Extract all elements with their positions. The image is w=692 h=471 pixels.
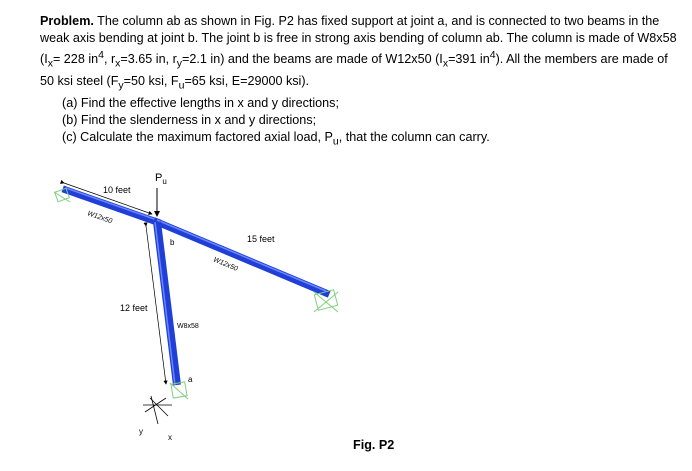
dim-15ft-label: 15 feet	[247, 234, 275, 244]
problem-paragraph: Problem. The column ab as shown in Fig. P2 has fixed support at joint a, and is connected to two beams in the weak axis bending at joint b. The joint b is free in strong axis bending of column ab. The column is made of W8x58 ($I_x= 228$ $in^4$, $r_x=3.65$ in, $r_y=2.1$ in) and the beams are made of W12x50 ($I_x=391$ $in^4$). All the members are made of 50 ksi steel ($F_y=50$ ksi, $F_u=65$ ksi, E=29000 ksi).	[40, 14, 677, 92]
beam-left-section-label: W12x50	[86, 210, 113, 226]
load-label: $P_u$	[155, 172, 167, 186]
dim-12ft-label: 12 feet	[120, 303, 148, 313]
dim-10ft-label: 10 feet	[103, 185, 131, 195]
axis-x-label: x	[168, 433, 172, 442]
axes-icon	[143, 396, 172, 424]
beam-right-section-label: W12x50	[212, 256, 239, 273]
question-a: (a) Find the effective lengths in x and y directions;	[62, 96, 339, 111]
joint-a-label: a	[188, 375, 193, 384]
joint-b-label: b	[170, 238, 175, 247]
axis-y-label: y	[139, 427, 143, 436]
column-section-label: W8x58	[177, 323, 199, 330]
problem-heading: Problem.	[40, 14, 94, 28]
beam-right	[157, 220, 326, 293]
question-b: (b) Find the slenderness in x and y directions;	[62, 113, 317, 128]
question-c: (c) Calculate the maximum factored axial load, $P_u$, that the column can carry.	[62, 130, 490, 148]
figure-caption: Fig. P2	[353, 438, 395, 452]
